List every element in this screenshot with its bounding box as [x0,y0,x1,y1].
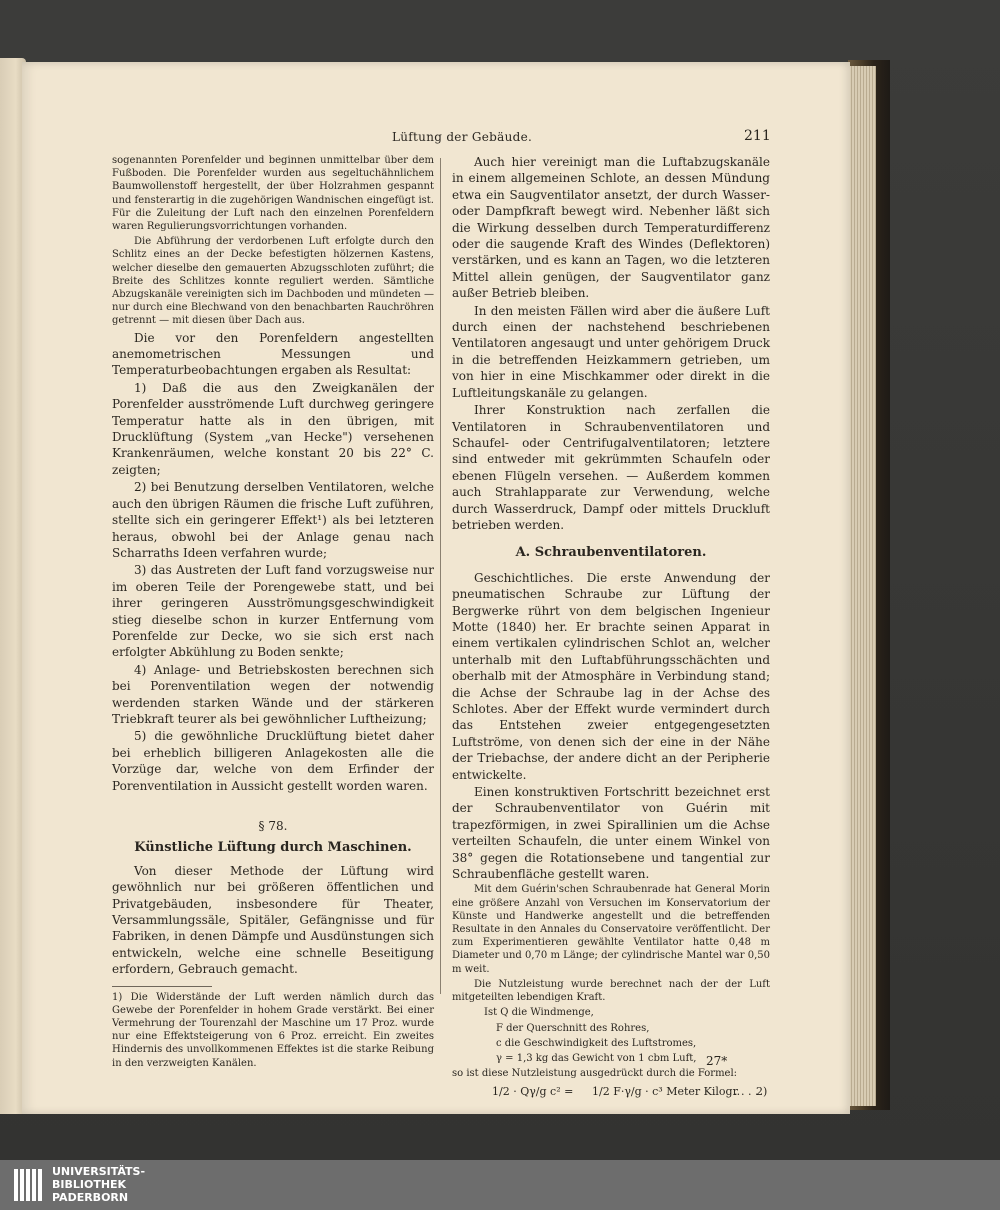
body-paragraph: Einen konstruktiven Fortschritt bezeichnet erst der Schraubenventilator von Guérin mit trapezförmigen, in zwei Spirallinien um die Achse verteilten Schaufeln, die unter einem Winkel von 38° gegen die Rotationsebene und tangential zur Schraubenfläche gestellt waren. [452,785,770,882]
formula-lhs: 1/2 · Qγ/g c² = [492,1085,574,1099]
section-title: Künstliche Lüftung durch Maschinen. [134,840,412,856]
list-item: 3) das Austreten der Luft fand vorzugsweise nur im oberen Teile der Porengewebe statt, und bei ihrer geringeren Ausströmungsgeschwindigkeit stieg dieselbe schon in kurzer Entfernung vom Porenfelde zur Decke, wo sie sich erst nach erfolgter Abkühlung zu Boden senkte; [112,563,434,660]
sheet-signature: 27* [706,1054,728,1068]
page-stack-edge [846,66,876,1106]
body-paragraph: Auch hier vereinigt man die Luftabzugskanäle in einem allgemeinen Schlote, an dessen Mündung etwa ein Saugventilator ansetzt, der durch Wasser- oder Dampfkraft bewegt wird. Nebenher läßt sich die Wirkung desselben durch Temperaturdifferenz oder die saugende Kraft des Windes (Deflektoren) verstärken, und es kann an Tagen, wo die letzteren Mittel allein genügen, der Saugventilator ganz außer Betrieb bleiben. [452,155,770,301]
section-number: § 78. [258,819,288,834]
definition-line: γ = 1,3 kg das Gewicht von 1 cbm Luft, [496,1052,697,1064]
logo-line: UNIVERSITÄTS- [52,1165,146,1178]
definition-line: c die Geschwindigkeit des Luftstromes, [496,1037,697,1049]
body-paragraph: Von dieser Methode der Lüftung wird gewöhnlich nur bei größeren öffentlichen und Privatgebäuden, insbesondere für Theater, Versammlungssäle, Spitäler, Gefängnisse und für Fabriken, in denen Dämpfe und Ausdünstungen sich entwickeln, welche eine schnelle Beseitigung erfordern, Gebrauch gemacht. [112,863,434,977]
footnote: 1) Die Widerstände der Luft werden nämlich durch das Gewebe der Porenfelder in hohem Grade verstärkt. Bei einer Vermehrung der Tourenzahl der Maschine um 17 Proz. wurde nur eine Effektsteigerung von 6 Proz. erreicht. Ein zweites Hindernis des unvollkommenen Effektes ist die starke Reibung in den verzweigten Kanälen. [112,991,434,1069]
definition-line: F der Querschnitt des Rohres, [496,1022,650,1034]
formula-rhs: 1/2 F·γ/g · c³ Meter Kilogr. [592,1085,741,1099]
formula [452,1084,770,1114]
list-item: 2) bei Benutzung derselben Ventilatoren, welche auch den übrigen Räumen die frische Luft zuführen, stellte sich ein geringerer Effekt¹) als bei letzteren heraus, obwohl bei der Anlage genau nach Scharraths Ideen verfahren wurde; [112,480,434,560]
small-paragraph: Die Nutzleistung wurde berechnet nach der der Luft mitgeteilten lebendigen Kraft. [452,978,770,1004]
page-number: 211 [744,128,771,144]
list-item: 5) die gewöhnliche Drucklüftung bietet daher bei erheblich billigeren Anlagekosten alle die Vorzüge dar, welche von dem Erfinder der Porenventilation in Aussicht gestellt worden waren. [112,729,434,793]
book-page [22,62,850,1114]
column-divider [440,158,441,994]
left-column [112,154,434,1069]
formula-intro: so ist diese Nutzleistung ausgedrückt durch die Formel: [452,1068,738,1080]
definition-line: Ist Q die Windmenge, [484,1007,594,1019]
library-logo-icon [14,1169,44,1201]
running-head [22,128,850,148]
intro-paragraph: sogenannten Porenfelder und beginnen unmittelbar über dem Fußboden. Die Porenfelder wurden aus segeltuchähnlichem Baumwollenstoff hergestellt, der über Holzrahmen gespannt und fensterartig in die zugehörigen Wandnischen eingefügt ist. Für die Zuleitung der Luft nach den einzelnen Porenfeldern waren Regulierungsvorrichtungen vorhanden. [112,155,434,233]
small-paragraph: Mit dem Guérin'schen Schraubenrade hat General Morin eine größere Anzahl von Versuchen im Konservatorium der Künste und Handwerke angestellt und die betreffenden Resultate in den Annales du Conservatoire veröffentlicht. Der zum Experimentieren gewählte Ventilator hatte 0,48 m Diameter und 0,70 m Länge; der cylindrische Mantel war 0,50 m weit. [452,884,770,975]
body-paragraph: Geschichtliches. Die erste Anwendung der pneumatischen Schraube zur Lüftung der Bergwerke rührt von dem belgischen Ingenieur Motte (1840) her. Er brachte seinen Apparat in einem vertikalen cylindrischen Schlot an, welcher unterhalb mit den Luftabführungsschächten und oberhalb mit der Atmosphäre in Verbindung stand; die Achse der Schraube lag in der Achse des Schlotes. Aber der Effekt wurde vermindert durch das Entstehen zweier entgegengesetzten Luftströme, von denen sich der eine in der Nähe der Triebachse, der andere dicht an der Peripherie entwickelte. [452,570,770,782]
running-title: Lüftung der Gebäude. [392,130,533,144]
body-paragraph: In den meisten Fällen wird aber die äußere Luft durch einen der nachstehend beschriebenen Ventilatoren angesaugt und unter gehörigem Druck in die betreffenden Heizkammern getrieben, um von hier in eine Mischkammer oder direkt in die Luftleitungskanäle zu gelangen. [452,303,770,400]
list-item: 4) Anlage- und Betriebskosten berechnen sich bei Porenventilation wegen der notwendig werdenden starken Wände und der stärkeren Triebkraft teurer als bei gewöhnlicher Luftheizung; [112,662,434,726]
body-paragraph: Ihrer Konstruktion nach zerfallen die Ventilatoren in Schraubenventilatoren und Schaufel- oder Centrifugalventilatoren; letztere sind entweder mit gekrümmten Schaufeln oder ebenen Flügeln versehen. — Außerdem kommen auch Strahlapparate zur Verwendung, welche durch Wasserdruck, Dampf oder mittels Druckluft betrieben werden. [452,403,770,532]
footnote-divider [112,986,212,987]
formula-number: 2) [756,1085,768,1099]
library-footer [0,1160,1000,1210]
library-logo-text [52,1165,145,1204]
list-item: 1) Daß die aus den Zweigkanälen der Porenfelder ausströmende Luft durchweg geringere Temperatur hatte als in den übrigen, mit Drucklüftung (System „van Hecke") versehenen Krankenräumen, welche konstant 20 bis 22° C. zeigten; [112,380,434,477]
logo-line: BIBLIOTHEK [52,1178,127,1191]
formula-dots: . . . . [734,1085,759,1099]
body-paragraph: Die vor den Porenfeldern angestellten anemometrischen Messungen und Temperaturbeobachtungen ergaben als Resultat: [112,330,434,378]
intro-paragraph: Die Abführung der verdorbenen Luft erfolgte durch den Schlitz eines an der Decke befestigten hölzernen Kastens, welcher dieselbe den gemauerten Abzugsschloten zuführt; die Breite des Schlitzes konnte reguliert werden. Sämtliche Abzugskanäle vereinigten sich im Dachboden und mündeten — nur durch eine Blechwand von den benachbarten Rauchröhren getrennt — mit diesen über Dach aus. [112,236,434,327]
logo-line: PADERBORN [52,1191,129,1204]
subsection-title: A. Schraubenventilatoren. [515,545,707,561]
